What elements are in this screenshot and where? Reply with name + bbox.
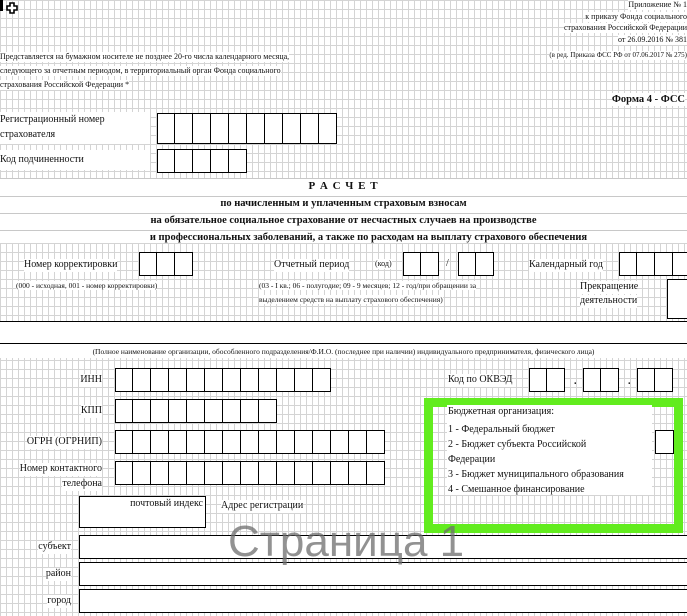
okved-separator-2: . xyxy=(628,376,631,387)
org-name-caption: (Полное наименование организации, обособленного подразделения/Ф.И.О. (последнее при наличии) индивидуального предпринимателя, физического лица) xyxy=(92,347,595,356)
kpp-field[interactable] xyxy=(115,399,277,423)
budget-type-field[interactable] xyxy=(655,430,674,454)
correction-hint: (000 - исходная, 001 - номер корректировки) xyxy=(16,281,158,290)
period-hint-line-2: выделением средств на выплату страхового обеспечения) xyxy=(259,295,443,304)
separator-line xyxy=(0,321,687,322)
appendix-line-2: к приказу Фонда социального xyxy=(585,12,687,21)
phone-label-line-1: Номер контактного xyxy=(19,463,102,474)
title-main: Р А С Ч Е Т xyxy=(308,180,379,192)
title-line-3: и профессиональных заболеваний, а также по расходам на выплату страхового обеспечения xyxy=(149,232,588,243)
termination-label-line-1: Прекращение xyxy=(580,281,639,292)
title-line-2: на обязательное социальное страхование от несчастных случаев на производстве xyxy=(150,215,537,226)
okved-label: Код по ОКВЭД xyxy=(448,374,513,385)
budget-option-3: 3 - Бюджет муниципального образования xyxy=(448,469,624,480)
year-label: Календарный год xyxy=(529,259,603,270)
city-label: город xyxy=(47,595,71,606)
reg-number-label-line-2: страхователя xyxy=(0,129,56,140)
ogrn-label: ОГРН (ОГРНИП) xyxy=(26,436,102,447)
okved-separator-1: . xyxy=(574,376,577,387)
okved-field-1[interactable] xyxy=(529,368,565,392)
district-field[interactable] xyxy=(79,585,687,586)
subject-field-left xyxy=(79,535,80,559)
ogrn-field[interactable] xyxy=(115,430,385,454)
appendix-line-1: Приложение № 1 xyxy=(628,0,687,9)
termination-field[interactable] xyxy=(667,279,687,319)
period-number-field[interactable] xyxy=(458,252,494,276)
period-hint-line-1: (03 - I кв.; 06 - полугодие; 09 - 9 месяцев; 12 - год/при обращении за xyxy=(259,281,477,290)
form-name: Форма 4 - ФСС xyxy=(611,94,685,105)
move-cursor-icon xyxy=(0,0,22,20)
submission-note-line-3: страхования Российской Федерации * xyxy=(0,80,130,89)
submission-note-line-1: Представляется на бумажном носителе не позднее 20-го числа календарного месяца, xyxy=(0,52,290,61)
district-field-left xyxy=(79,562,80,586)
budget-option-4: 4 - Смешанное финансирование xyxy=(448,484,585,495)
calendar-year-field[interactable] xyxy=(619,252,687,276)
period-code-label: (код) xyxy=(375,259,392,268)
period-label: Отчетный период xyxy=(274,259,350,270)
page-watermark: Страница 1 xyxy=(228,517,465,566)
correction-number-field[interactable] xyxy=(139,252,193,276)
reg-number-field[interactable] xyxy=(157,113,337,144)
title-line-1: по начисленным и уплаченным страховым взносам xyxy=(220,198,467,209)
period-separator: / xyxy=(446,258,449,269)
phone-label-line-2: телефона xyxy=(62,478,102,489)
budget-option-2: 2 - Бюджет субъекта Российской xyxy=(448,439,587,450)
submission-note-line-2: следующего за отчетным периодом, в территориальный орган Фонда социального xyxy=(0,66,281,75)
postal-index-label: почтовый индекс xyxy=(130,498,203,509)
okved-field-2[interactable] xyxy=(583,368,619,392)
period-code-field[interactable] xyxy=(403,252,439,276)
budget-option-2-cont: Федерации xyxy=(448,454,496,465)
kpp-label: КПП xyxy=(80,405,102,416)
budget-title: Бюджетная организация: xyxy=(448,406,554,417)
correction-label: Номер корректировки xyxy=(24,259,118,270)
phone-field[interactable] xyxy=(115,461,385,485)
inn-field[interactable] xyxy=(115,368,331,392)
inn-label: ИНН xyxy=(80,374,102,385)
subject-label: субъект xyxy=(38,541,71,552)
district-label: район xyxy=(45,568,71,579)
appendix-line-3: страхования Российской Федерации xyxy=(563,23,687,32)
subordination-label: Код подчиненности xyxy=(0,154,84,165)
city-field-bg xyxy=(79,590,687,612)
subordination-code-field[interactable] xyxy=(157,149,247,173)
city-field-left xyxy=(79,589,80,613)
okved-field-3[interactable] xyxy=(637,368,673,392)
budget-option-1: 1 - Федеральный бюджет xyxy=(448,424,555,435)
address-registration-label: Адрес регистрации xyxy=(221,500,304,511)
reg-number-label-line-1: Регистрационный номер xyxy=(0,114,105,125)
revision-note: (в ред. Приказа ФСС РФ от 07.06.2017 № 275) xyxy=(549,51,687,59)
city-field[interactable] xyxy=(79,612,687,613)
org-name-field[interactable] xyxy=(0,343,687,344)
termination-label-line-2: деятельности xyxy=(580,295,638,306)
appendix-line-4: от 26.09.2016 № 381 xyxy=(617,35,687,44)
city-field-top xyxy=(79,589,687,590)
